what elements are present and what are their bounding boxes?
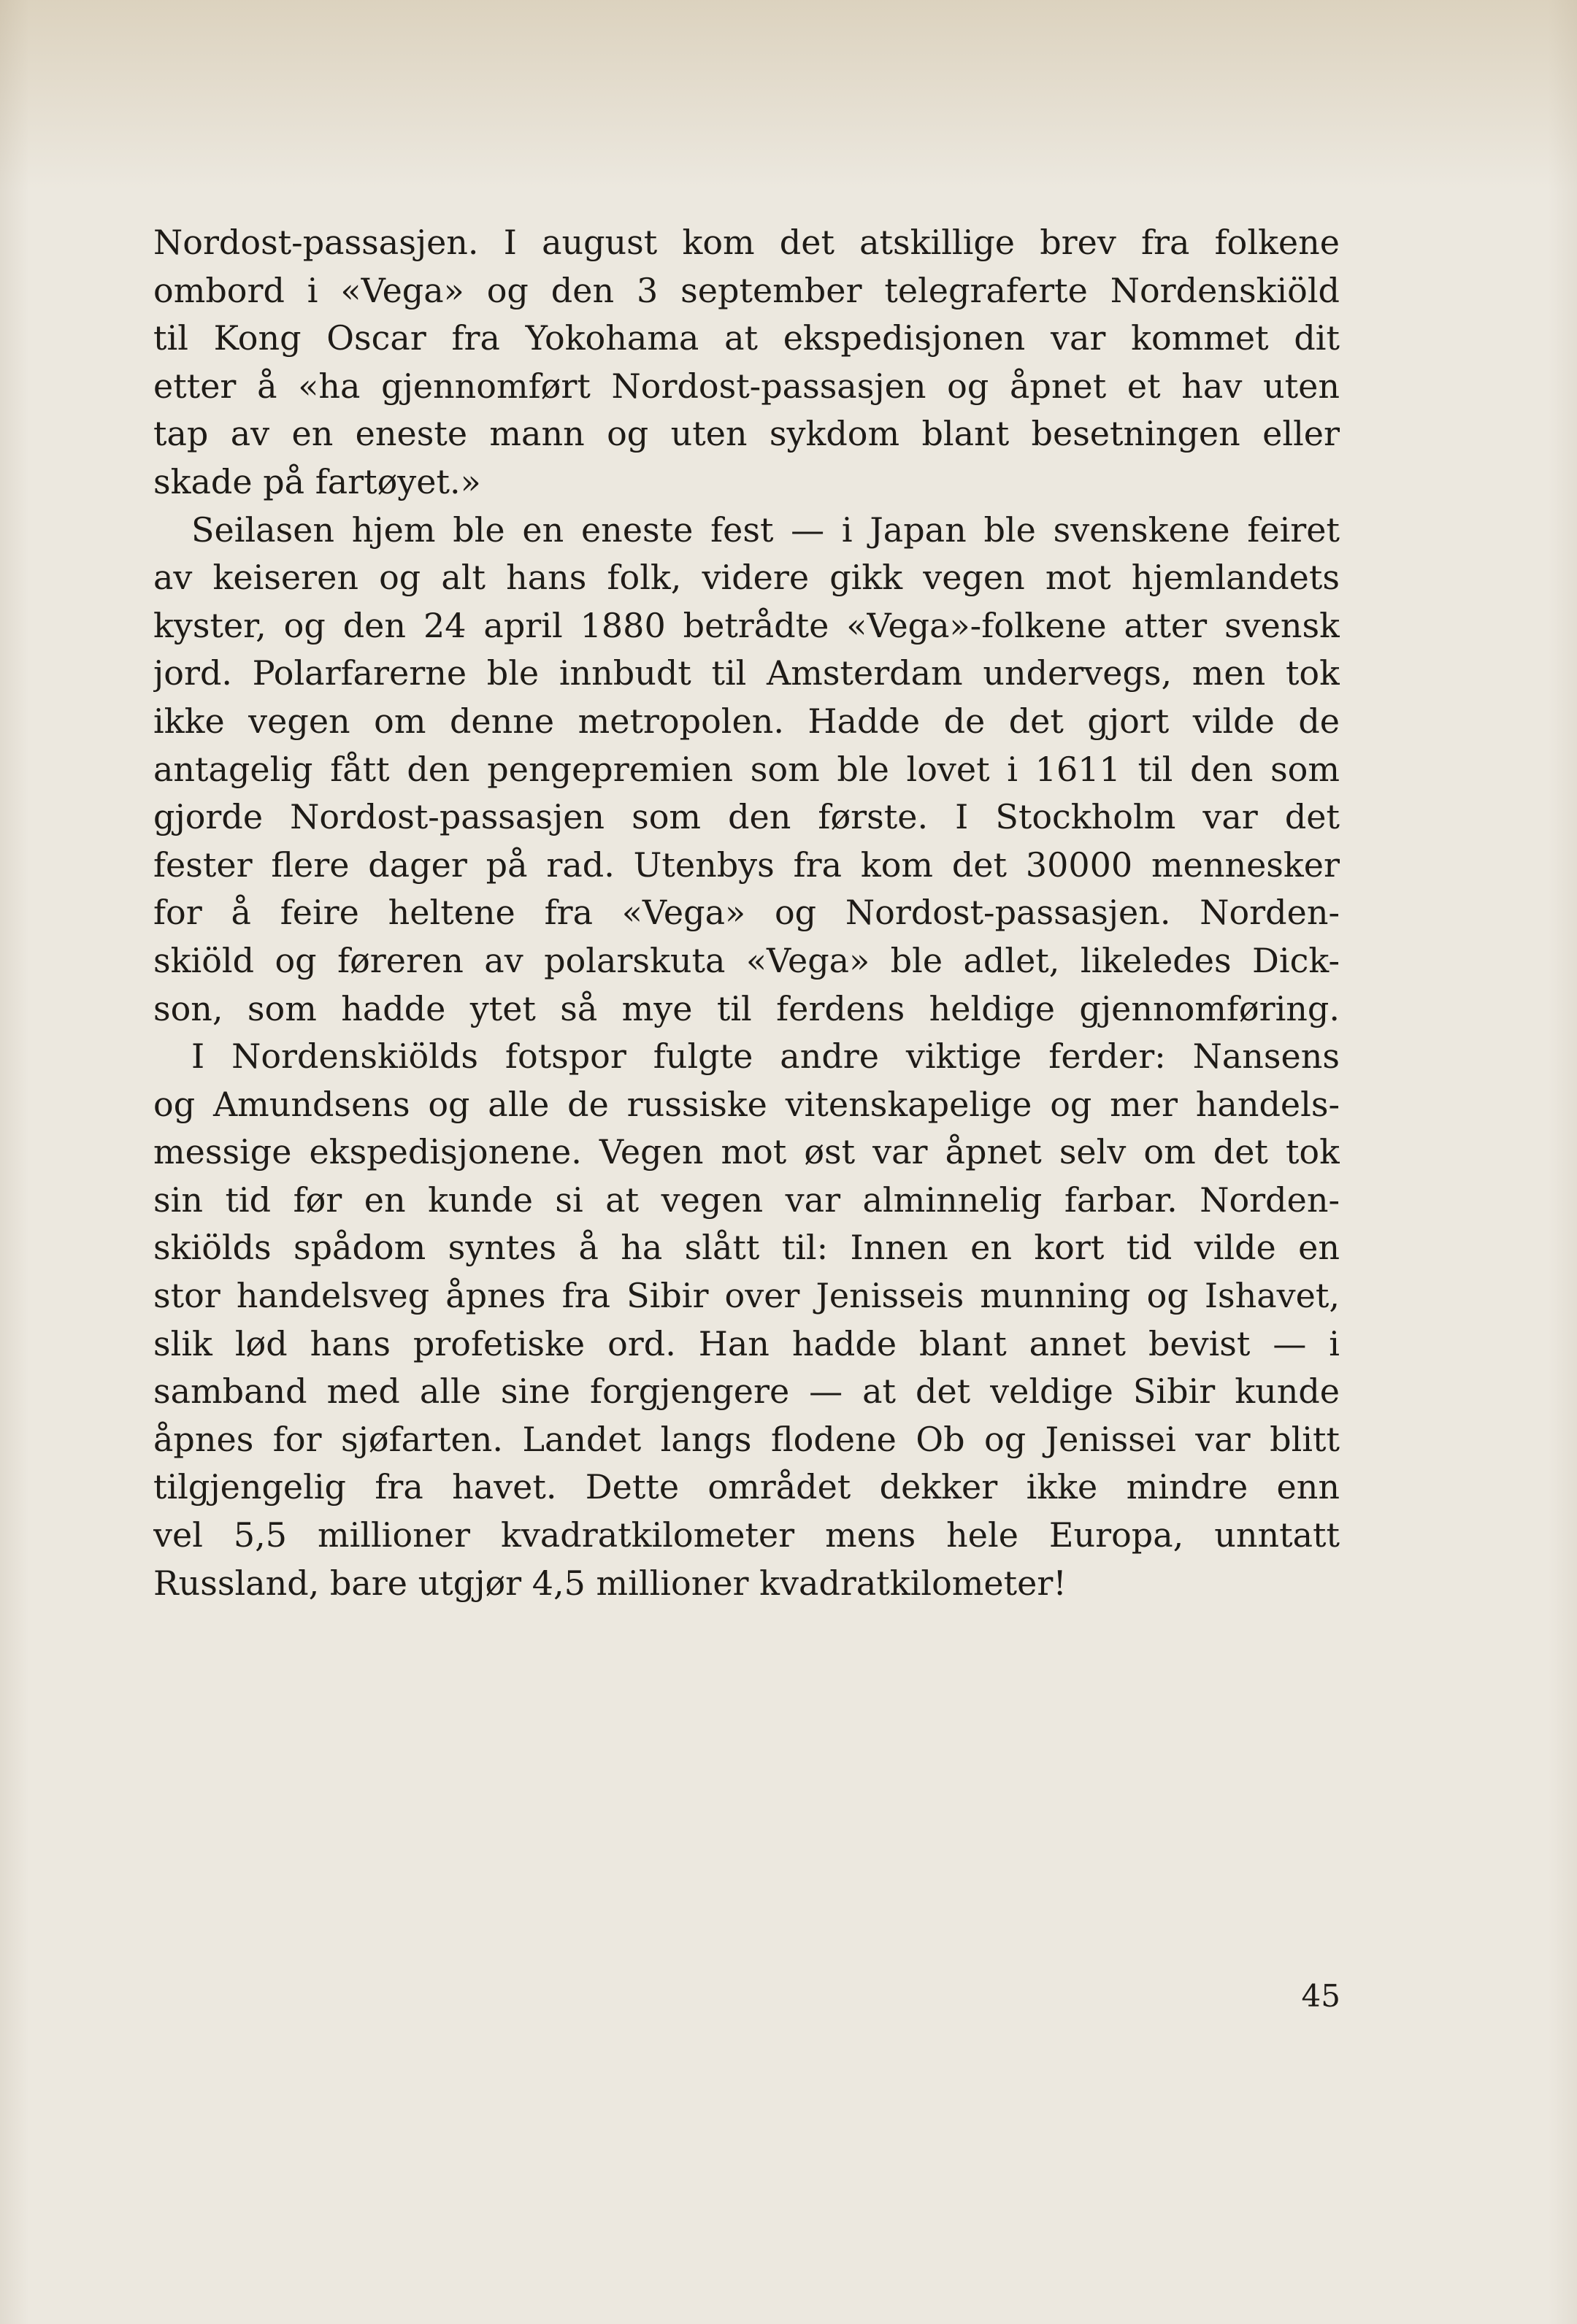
text-line: jord. Polarfarerne ble innbudt til Amsterdam undervegs, men tok: [153, 653, 1340, 693]
body-text: [153, 219, 1340, 1607]
text-line: samband med alle sine forgjengere — at det veldige Sibir kunde: [153, 1371, 1340, 1412]
text-line: son, som hadde ytet så mye til ferdens heldige gjennomføring.: [153, 988, 1340, 1028]
paragraph-3: [153, 1033, 1340, 1607]
text-line: ikke vegen om denne metropolen. Hadde de det gjort vilde de: [153, 701, 1340, 741]
text-line: ombord i «Vega» og den 3 september telegraferte Nordenskiöld: [153, 270, 1340, 310]
text-line: tap av en eneste mann og uten sykdom blant besetningen eller: [153, 414, 1340, 454]
text-line: og Amundsens og alle de russiske vitenskapelige og mer handels-: [153, 1084, 1340, 1124]
paragraph-1: [153, 219, 1340, 507]
text-line: åpnes for sjøfarten. Landet langs flodene Ob og Jenissei var blitt: [153, 1419, 1340, 1459]
text-line: etter å «ha gjennomført Nordost-passasjen og åpnet et hav uten: [153, 366, 1340, 406]
text-line: Seilasen hjem ble en eneste fest — i Japan ble svenskene feiret: [191, 509, 1340, 550]
text-line: tilgjengelig fra havet. Dette området dekker ikke mindre enn: [153, 1467, 1340, 1507]
text-line: skade på fartøyet.»: [153, 461, 481, 501]
text-line: til Kong Oscar fra Yokohama at ekspedisjonen var kommet dit: [153, 318, 1340, 358]
text-line: vel 5,5 millioner kvadratkilometer mens hele Europa, unntatt: [153, 1515, 1340, 1555]
text-line: antagelig fått den pengepremien som ble lovet i 1611 til den som: [153, 749, 1340, 789]
page-number: 45: [1301, 1978, 1340, 2014]
text-line: gjorde Nordost-passasjen som den første. I Stockholm var det: [153, 797, 1340, 837]
paragraph-2: [153, 507, 1340, 1034]
text-line: slik lød hans profetiske ord. Han hadde blant annet bevist — i: [153, 1323, 1340, 1363]
text-line: skiöld og føreren av polarskuta «Vega» ble adlet, likeledes Dick-: [153, 940, 1340, 980]
text-line: skiölds spådom syntes å ha slått til: Innen en kort tid vilde en: [153, 1228, 1340, 1268]
text-line: Nordost-passasjen. I august kom det atskillige brev fra folkene: [153, 223, 1340, 262]
text-line: sin tid før en kunde si at vegen var alminnelig farbar. Norden-: [153, 1180, 1340, 1220]
text-line: av keiseren og alt hans folk, videre gikk vegen mot hjemlandets: [153, 558, 1340, 598]
text-line: Russland, bare utgjør 4,5 millioner kvadratkilometer!: [153, 1563, 1067, 1603]
text-line: kyster, og den 24 april 1880 betrådte «Vega»-folkene atter svensk: [153, 605, 1340, 645]
text-line: fester flere dager på rad. Utenbys fra kom det 30000 mennesker: [153, 844, 1340, 885]
text-line: stor handelsveg åpnes fra Sibir over Jenisseis munning og Ishavet,: [153, 1276, 1340, 1316]
text-line: messige ekspedisjonene. Vegen mot øst var åpnet selv om det tok: [153, 1132, 1340, 1172]
text-line: I Nordenskiölds fotspor fulgte andre viktige ferder: Nansens: [191, 1036, 1340, 1077]
text-line: for å feire heltene fra «Vega» og Nordost-passasjen. Norden-: [153, 893, 1340, 933]
